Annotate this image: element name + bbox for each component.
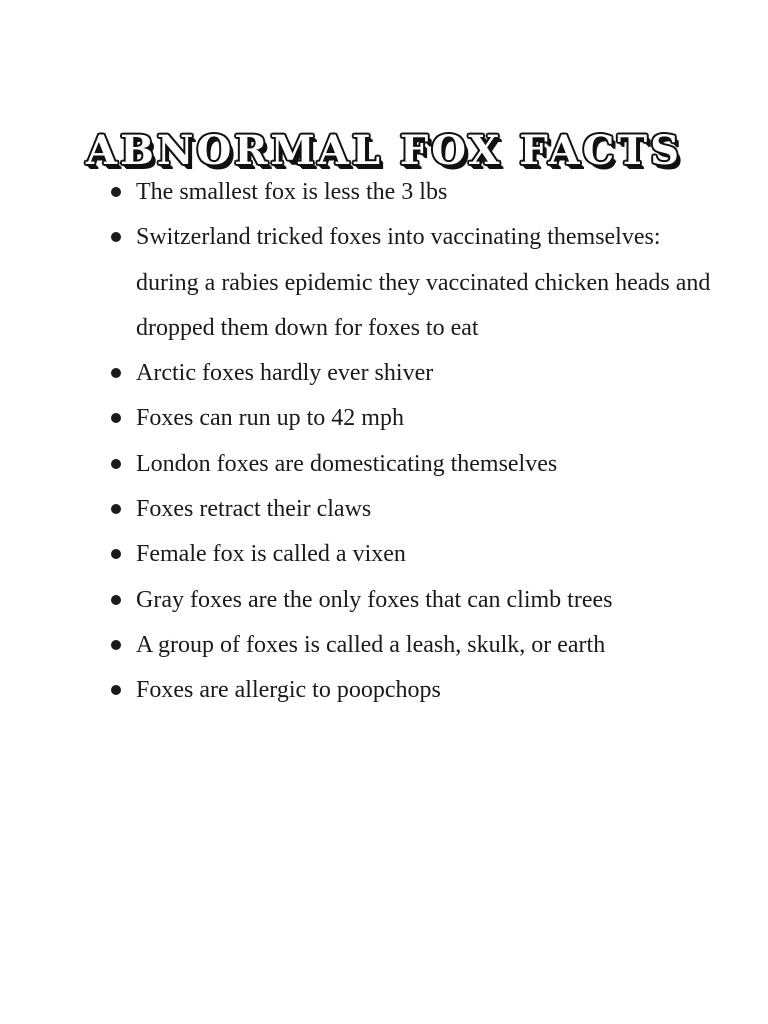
list-item: [111, 578, 711, 623]
fact-text: A group of foxes is called a leash, skulk, or earth: [136, 631, 606, 658]
bullet-icon: [111, 595, 121, 605]
list-item: [111, 351, 711, 396]
list-item: [111, 396, 711, 441]
fact-text: Foxes are allergic to poopchops: [136, 677, 441, 704]
bullet-icon: [111, 187, 121, 197]
list-item: [111, 623, 711, 668]
bullet-icon: [111, 685, 121, 695]
list-item: [111, 170, 711, 215]
bullet-icon: [111, 232, 121, 242]
bullet-icon: [111, 413, 121, 423]
fact-text: The smallest fox is less the 3 lbs: [136, 179, 448, 205]
list-item: [111, 487, 711, 532]
fact-text: Arctic foxes hardly ever shiver: [136, 360, 434, 387]
fact-text: Gray foxes are the only foxes that can climb trees: [136, 586, 613, 613]
bullet-icon: [111, 549, 121, 559]
list-item: [111, 215, 711, 351]
fact-text: Foxes retract their claws: [136, 496, 372, 523]
list-item: [111, 532, 711, 577]
fact-text: Foxes can run up to 42 mph: [136, 405, 404, 432]
bullet-icon: [111, 504, 121, 514]
fact-text: Switzerland tricked foxes into vaccinating themselves: during a rabies epidemic they vaccinated chicken heads and dropped them down for foxes to eat: [136, 224, 711, 341]
bullet-icon: [111, 459, 121, 469]
list-item: [111, 442, 711, 487]
bullet-icon: [111, 368, 121, 378]
fact-text: London foxes are domesticating themselves: [136, 450, 558, 477]
page-title: ABNORMAL FOX FACTS: [86, 126, 682, 174]
list-item: [111, 668, 711, 713]
bullet-icon: [111, 640, 121, 650]
fact-text: Female fox is called a vixen: [136, 541, 406, 568]
facts-list: [111, 170, 711, 714]
